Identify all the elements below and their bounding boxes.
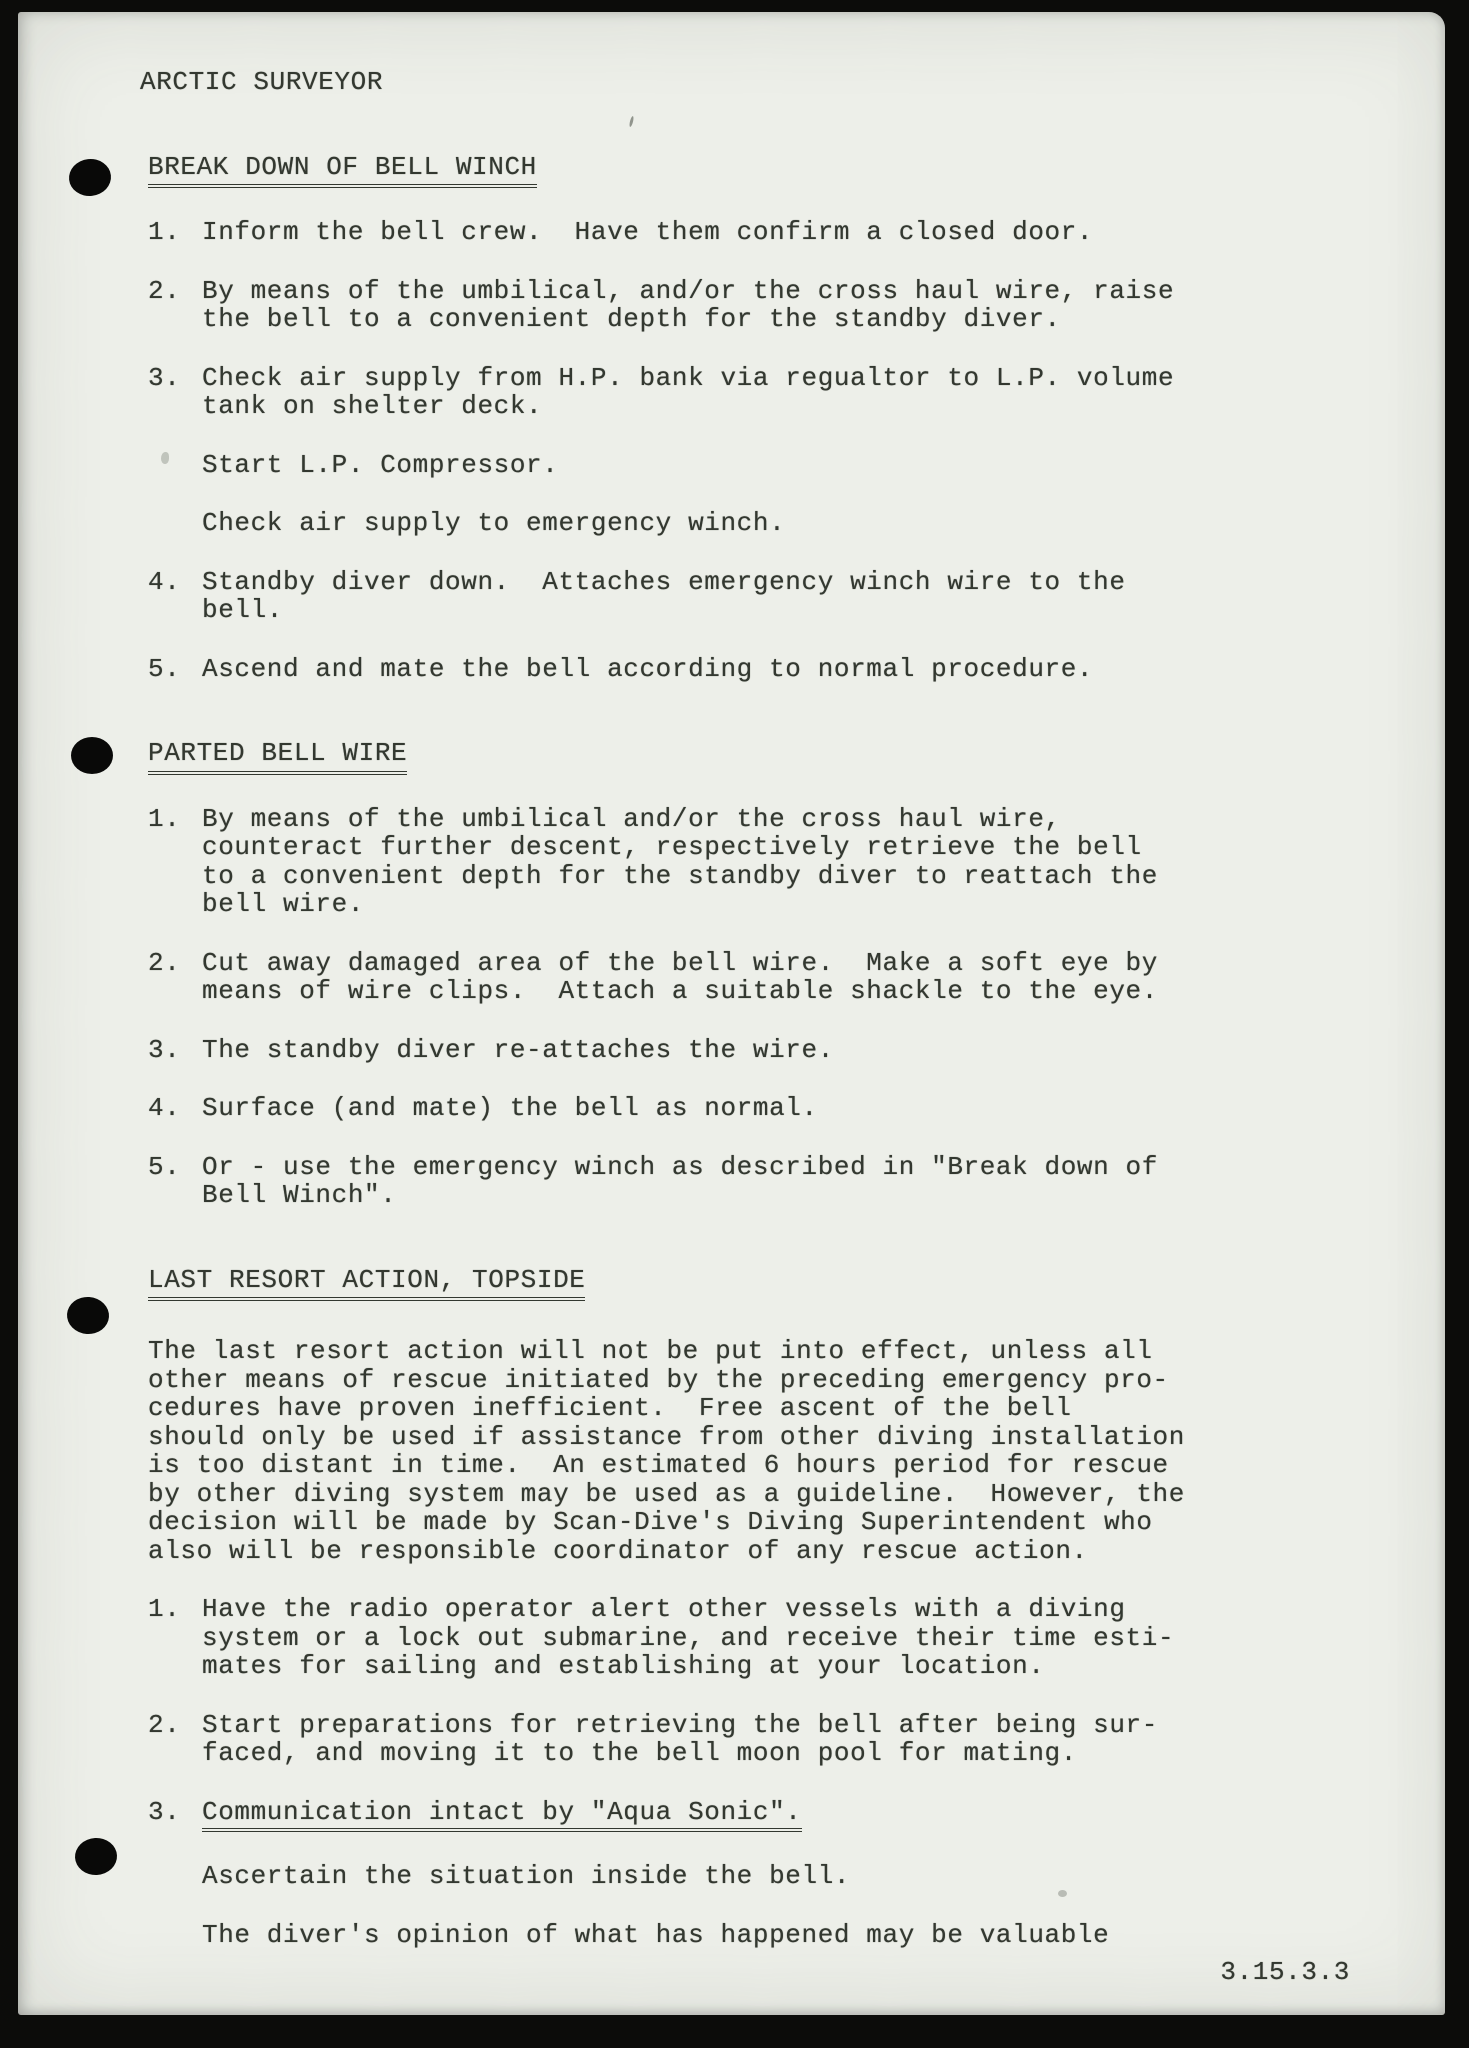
item-text	[202, 1153, 1158, 1210]
text-line: bell wire.	[202, 889, 365, 919]
list-number: 1.	[148, 1594, 181, 1624]
text-line: Start L.P. Compressor.	[202, 449, 559, 480]
list-number: 4.	[148, 1093, 181, 1123]
section-heading-row	[148, 1266, 1375, 1302]
list-item	[148, 1921, 1375, 1950]
list-number: 3.	[148, 362, 181, 393]
document-content	[140, 12, 1375, 1950]
list-number	[148, 509, 202, 538]
hole-punch-icon	[66, 1296, 110, 1336]
text-line: Check air supply from H.P. bank via regualtor to L.P. volume	[202, 362, 1175, 393]
item-text	[202, 277, 1174, 334]
text-line: Ascend and mate the bell according to normal procedure.	[202, 653, 1094, 684]
page-number: 3.15.3.3	[1220, 1957, 1350, 1987]
text-line: The standby diver re-attaches the wire.	[202, 1034, 834, 1065]
text-line: Standby diver down. Attaches emergency winch wire to the	[202, 566, 1126, 597]
text-line: Or - use the emergency winch as described in "Break down of	[202, 1151, 1158, 1182]
list-number: 3.	[148, 1034, 181, 1065]
text-line: Have the radio operator alert other vessels with a diving	[202, 1594, 1126, 1624]
list-number	[148, 451, 202, 480]
list-item	[148, 1094, 1375, 1123]
page-title: ARCTIC SURVEYOR	[140, 67, 384, 97]
section-heading: LAST RESORT ACTION, TOPSIDE	[148, 1266, 585, 1302]
list-item	[148, 1711, 1375, 1768]
list-item	[148, 509, 1375, 538]
list-number: 1.	[148, 217, 181, 247]
list-number: 1.	[148, 803, 181, 834]
item-text	[202, 1798, 802, 1833]
item-text	[202, 805, 1158, 919]
list-item	[148, 364, 1375, 421]
item-text	[202, 1094, 818, 1123]
section-heading: PARTED BELL WIRE	[148, 739, 407, 775]
text-line: also will be responsible coordinator of any rescue action.	[148, 1535, 1088, 1566]
item-text	[202, 451, 558, 480]
hole-punch-icon	[74, 1837, 118, 1876]
list-item	[148, 1153, 1375, 1210]
list-number	[148, 1921, 202, 1950]
text-line: Surface (and mate) the bell as normal.	[202, 1093, 818, 1123]
text-line: Cut away damaged area of the bell wire. Make a soft eye by	[202, 947, 1158, 978]
list-number: 2.	[148, 947, 181, 978]
paragraph	[148, 1337, 1375, 1565]
item-text	[202, 1711, 1158, 1768]
list-item	[148, 568, 1375, 625]
list-item	[148, 218, 1375, 247]
sections	[148, 153, 1375, 1950]
section-heading-row	[148, 153, 1375, 189]
paper-sheet	[18, 12, 1445, 2015]
text-line: means of wire clips. Attach a suitable shackle to the eye.	[202, 976, 1158, 1006]
list-number: 2.	[148, 1709, 181, 1740]
item-text	[202, 1862, 850, 1891]
item-text	[202, 949, 1158, 1006]
text-line: Start preparations for retrieving the bell after being sur-	[202, 1709, 1158, 1740]
text-line: bell.	[202, 595, 284, 625]
item-text	[202, 655, 1093, 684]
list-item	[148, 949, 1375, 1006]
text-line: Communication intact by "Aqua Sonic".	[202, 1798, 802, 1833]
text-line: By means of the umbilical, and/or the cross haul wire, raise	[202, 275, 1175, 306]
section	[148, 739, 1375, 1210]
item-text	[202, 1595, 1174, 1681]
section	[148, 1266, 1375, 1950]
item-text	[202, 364, 1174, 421]
list-number	[148, 1862, 202, 1891]
text-line: the bell to a convenient depth for the standby diver.	[202, 304, 1061, 334]
item-text	[202, 1921, 1109, 1950]
item-text	[202, 568, 1126, 625]
section-heading: BREAK DOWN OF BELL WINCH	[148, 153, 537, 189]
text-line: mates for sailing and establishing at your location.	[202, 1651, 1045, 1681]
text-line: by other diving system may be used as a guideline. However, the	[148, 1478, 1185, 1509]
text-line: faced, and moving it to the bell moon pool for mating.	[202, 1738, 1077, 1768]
text-line: cedures have proven inefficient. Free ascent of the bell	[148, 1393, 1072, 1423]
list-item	[148, 277, 1375, 334]
hole-punch-icon	[71, 737, 113, 774]
list-number: 5.	[148, 653, 181, 684]
text-line: other means of rescue initiated by the preceding emergency pro-	[148, 1364, 1169, 1395]
text-line: to a convenient depth for the standby diver to reattach the	[202, 860, 1158, 891]
text-line: By means of the umbilical and/or the cross haul wire,	[202, 803, 1061, 834]
list-number: 4.	[148, 566, 181, 597]
list-number: 3.	[148, 1796, 181, 1827]
item-text	[202, 509, 785, 538]
item-text	[202, 218, 1093, 247]
text-line: system or a lock out submarine, and receive their time esti-	[202, 1622, 1175, 1653]
text-line: Ascertain the situation inside the bell.	[202, 1861, 851, 1891]
list-item	[148, 1595, 1375, 1681]
list-item	[148, 655, 1375, 684]
list-number: 5.	[148, 1151, 181, 1182]
section-heading-row	[148, 739, 1375, 775]
section	[148, 153, 1375, 684]
list-item	[148, 805, 1375, 919]
list-number: 2.	[148, 275, 181, 306]
text-line: decision will be made by Scan-Dive's Diving Superintendent who	[148, 1507, 1153, 1537]
hole-punch-icon	[67, 157, 113, 198]
text-line: Inform the bell crew. Have them confirm a closed door.	[202, 217, 1094, 247]
text-line: counteract further descent, respectively retrieve the bell	[202, 832, 1142, 862]
text-line: The diver's opinion of what has happened may be valuable	[202, 1919, 1110, 1950]
text-line: tank on shelter deck.	[202, 391, 543, 421]
list-item	[148, 1862, 1375, 1891]
text-line: should only be used if assistance from other diving installation	[148, 1421, 1185, 1452]
list-item	[148, 451, 1375, 480]
text-line: The last resort action will not be put into effect, unless all	[148, 1336, 1153, 1366]
text-line: is too distant in time. An estimated 6 hours period for rescue	[148, 1450, 1169, 1480]
list-item	[148, 1798, 1375, 1833]
text-line: Check air supply to emergency winch.	[202, 508, 786, 538]
text-line: Bell Winch".	[202, 1180, 397, 1210]
item-text	[202, 1036, 834, 1065]
list-item	[148, 1036, 1375, 1065]
